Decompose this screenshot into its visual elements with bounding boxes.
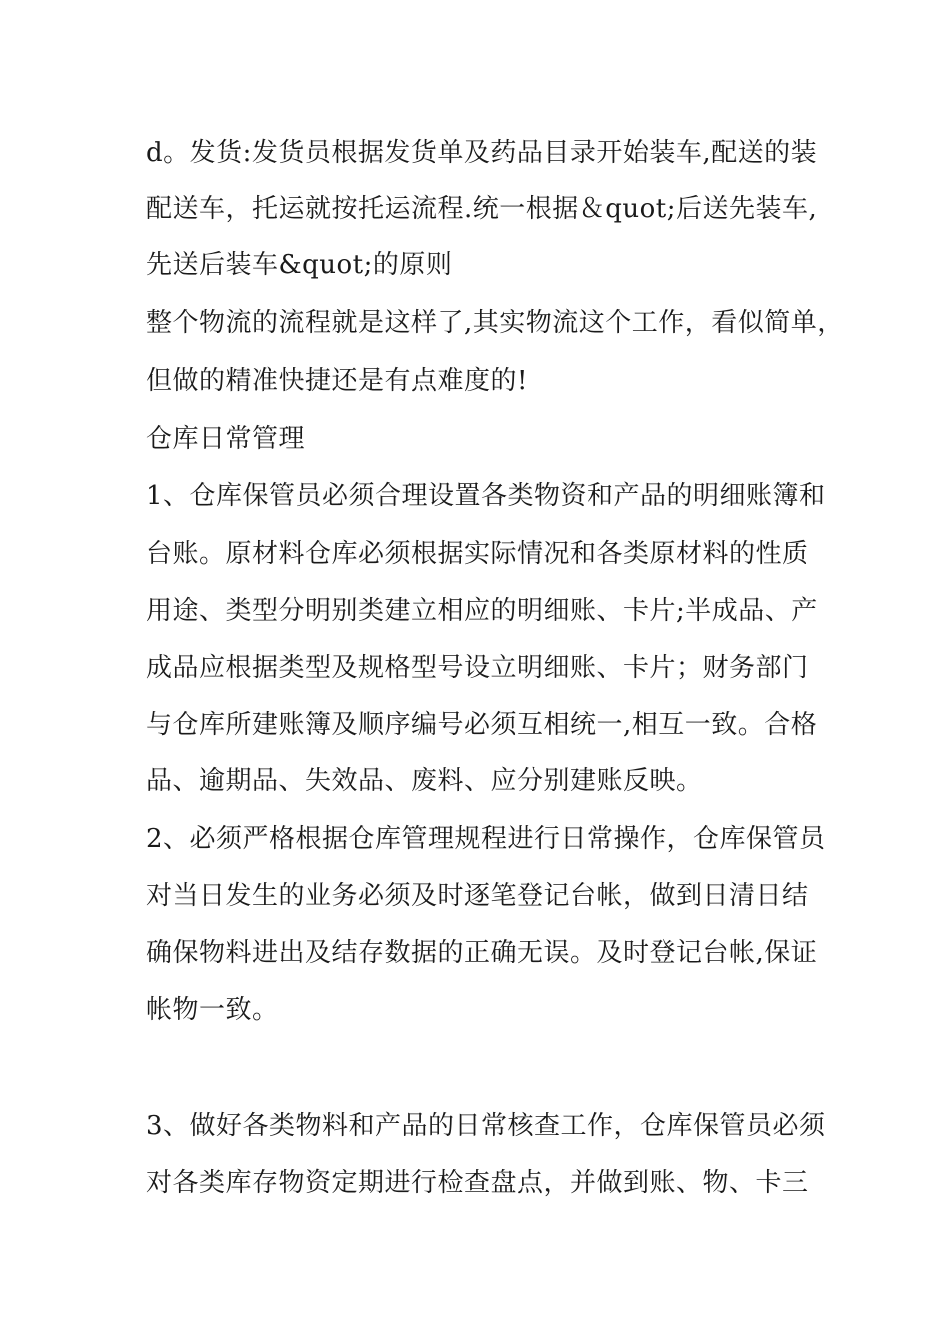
text-line: 3、做好各类物料和产品的日常核查工作，仓库保管员必须 (146, 1111, 826, 1141)
text-line: 用途、类型分明别类建立相应的明细账、卡片;半成品、产 (146, 596, 818, 626)
text-line: 2、必须严格根据仓库管理规程进行日常操作，仓库保管员 (146, 824, 826, 854)
text-line: 整个物流的流程就是这样了,其实物流这个工作，看似简单， (146, 308, 844, 338)
text-line: 对当日发生的业务必须及时逐笔登记台帐，做到日清日结 (146, 881, 809, 911)
text-line: 确保物料进出及结存数据的正确无误。及时登记台帐,保证 (146, 938, 818, 968)
text-line: 品、逾期品、失效品、废料、应分别建账反映。 (146, 766, 703, 796)
section-heading: 仓库日常管理 (146, 424, 306, 454)
text-line: 配送车，托运就按托运流程.统一根据＆quot;后送先装车, (146, 194, 818, 224)
text-line: 但做的精准快捷还是有点难度的! (146, 366, 528, 396)
text-line: 对各类库存物资定期进行检查盘点，并做到账、物、卡三 (146, 1168, 809, 1198)
text-line: 1、仓库保管员必须合理设置各类物资和产品的明细账簿和 (146, 481, 826, 511)
text-line: 帐物一致。 (146, 995, 279, 1025)
text-line: 先送后装车&quot;的原则 (146, 250, 453, 280)
text-line: 与仓库所建账簿及顺序编号必须互相统一,相互一致。合格 (146, 710, 818, 740)
text-line: 台账。原材料仓库必须根据实际情况和各类原材料的性质 (146, 539, 809, 569)
text-line: d。发货:发货员根据发货单及药品目录开始装车,配送的装 (146, 138, 818, 168)
text-line: 成品应根据类型及规格型号设立明细账、卡片；财务部门 (146, 653, 809, 683)
